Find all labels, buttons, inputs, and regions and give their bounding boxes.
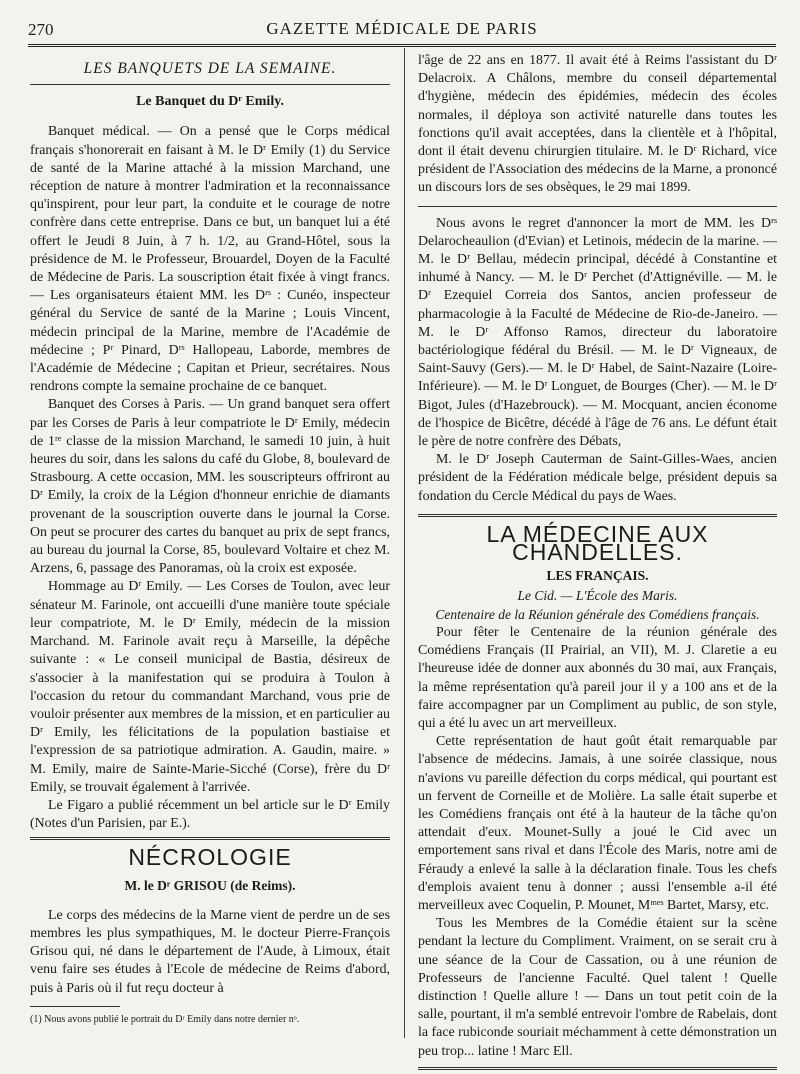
cauterman-paragraph: M. le Dʳ Joseph Cauterman de Saint-Gilles-Waes, ancien président de la Fédération médicale belge, président depuis sa fondation du Cercle Médical du pays de Waes.: [418, 452, 777, 504]
francais-paragraph-2: Cette représentation de haut goût était remarquable par l'absence de médecins. Jamais, à une soirée classique, nous n'avions vu pareille défection du corps médical, qui pourtant est un fervent de Corneille et de Molière. La salle était superbe et les Comédiens français ont été à la hauteur de la tâche qu'on attendait d'eux. Mounet-Sully a joué le Cid avec un emportement sans rival et dans l'École des Maris, notre ami de Féraudy a enlevé la salle à la déclaration finale. Tous les chefs d'emplois avaient tenu à donner ; aussi l'ensemble a-il été merveilleux avec Coquelin, P. Mounet, Mᵐᵉˢ Bartet, Marsy, etc.: [418, 734, 777, 913]
francais-subtitle-1: Le Cid. — L'École des Maris.: [517, 588, 678, 604]
paragraph-banquet-medical: Banquet médical. — On a pensé que le Corps médical français s'honorerait en faisant à M. le Dʳ Emily (1) du Service de santé de la Marine attaché à la mission Marchand, une réception de nature à montrer l'admiration et la reconnaissance qu'inspirent, pour leur part, la conduite et le courage de notre confrère dans cette entreprise. Dans ce but, un banquet lui a été offert le Jeudi 8 Juin, à 7 h. 1/2, au Grand-Hôtel, sous la présidence de M. le Professeur, Brouardel, Doyen de la Faculté de Médecine de Paris. La souscription était fixée à vingt francs. — Les organisateurs étaient MM. les Dʳˢ : Cunéo, inspecteur général du Service de santé de la Marine ; Louis Vincent, médecin principal de la Marine, membre de l'Académie de médecine ; Pʳ Pinard, Dʳˢ Hallopeau, Laborde, membres de l'Académie de Médecine ; Capitan et Prieur, secrétaires. Nous rendrons compte la semaine prochaine de ce banquet.: [30, 124, 390, 395]
chandelles-title: LA MÉDECINE AUX CHANDELLES.: [486, 520, 709, 566]
necrology-subtitle: M. le Dʳ GRISOU (de Reims).: [124, 877, 296, 893]
chandelles-rule: [418, 514, 777, 517]
necrology-paragraph: Le corps des médecins de la Marne vient de perdre un de ses membres les plus sympathiques, M. le docteur Pierre-François Grisou qui, né dans le département de l'Aude, à Limoux, était venu faire ses études à l'Ecole de médecine de Reims d'abord, puis à Paris où il fut reçu docteur à: [30, 907, 390, 996]
paragraph-banquet-corses: Banquet des Corses à Paris. — Un grand banquet sera offert par les Corses de Paris à leur compatriote le Dʳ Emily, médecin de 1ʳᵉ classe de la mission Marchand, le samedi 10 juin, à huit heures du soir, dans les salons du café du Globe, 8, boulevard de Strasbourg. A cette occasion, MM. les souscripteurs offriront au Dʳ Emily, la croix de la Légion d'honneur enrichie de diamants provenant de la souscription ouverte dans le journal la Corse. On peut se procurer des cartes du banquet au prix de sept francs, au bureau du journal la Corse, 85, boulevard Voltaire et chez M. Arzens, 6, passage des Panoramas, où la croix est exposée.: [30, 397, 390, 577]
section-title: LES BANQUETS DE LA SEMAINE.: [83, 60, 337, 77]
francais-paragraph-3: Tous les Membres de la Comédie étaient sur la scène pendant la lecture du Compliment. Vraiment, on se serait cru à une séance de la Cour de Cassation, ou à une réunion de Professeurs de l'ancienne Faculté. Quel talent ! Quelle distinction ! Quelle allure ! — Dans un tout petit coin de la salle, pourtant, il m'a semblé entrevoir l'ombre de Rabelais, dont la face rubiconde souriait méchamment à cette démonstration un peu trop... latine ! Marc Ell.: [418, 916, 777, 1059]
paragraph-hommage: Hommage au Dʳ Emily. — Les Corses de Toulon, avec leur sénateur M. Farinole, ont accueilli d'une manière toute spéciale leur compatriote, M. le Dʳ Emily, médecin de la mission Marchand. M. Farinole avait reçu à Marseille, la dépêche suivante : « Le conseil municipal de Bastia, désireux de s'associer à la manifestation qui se produira à Toulon à l'occasion du retour du commandant Marchand, vous prie de vouloir présenter aux membres de la mission, et en particulier au Dʳ Emily, les félicitations de la population bastiaise et l'expression de sa patriotique admiration. A. Gaudin, maire. » M. Emily, maire de Sainte-Marie-Sicché (Corse), frère du Dʳ Emily, se trouvait également à l'arrivée.: [30, 579, 390, 795]
deaths-rule: [418, 206, 777, 207]
header-rule: [28, 44, 776, 47]
francais-paragraph-1: Pour fêter le Centenaire de la réunion générale des Comédiens Français (II Prairial, an VII), M. J. Claretie a eu l'heureuse idée de donner aux abonnés du 30 mai, aux Français, la même représentation qu'à pareil jour il y a 100 ans et de la faire accompagner par un Compliment au public, de son style, qui a été lu avec un art merveilleux.: [418, 624, 777, 731]
footnote-rule: [30, 1006, 120, 1007]
deaths-paragraph: Nous avons le regret d'annoncer la mort de MM. les Dʳˢ Delarocheaulion (d'Evian) et Letinois, médecin de la marine. —M. le Dʳ Bellau, médecin principal, décédé à Constantine et inhumé à Nancy. — M. le Dʳ Perchet (d'Attignéville. — M. le Dʳ Ezequiel Correia dos Santos, ancien professeur de pharmacologie à la Faculté de Médecine de Rio-de-Janeiro. — M. le Dʳ Affonso Ramos, directeur du laboratoire bactériologique fédéral du Brésil. — M. le Dʳ Vigneaux, de Saint-Sauvy (Gers).— M. le Dʳ Habel, de Saint-Nazaire (Loire-Inférieure). — M. le Dʳ Longuet, de Bourges (Cher). — M. le Dʳ Bigot, Jules (d'Hazebrouck). — M. Mocquant, ancien économe de l'hospice de Bicêtre, décédé à l'âge de 76 ans. Le défunt était le père de notre confrère des Débats,: [418, 215, 777, 450]
end-rule: [418, 1067, 777, 1070]
necrology-title: NÉCROLOGIE: [128, 844, 292, 871]
necrology-rule: [30, 837, 390, 840]
necrology-continued: l'âge de 22 ans en 1877. Il avait été à Reims l'assistant du Dʳ Delacroix. A Châlons, membre du conseil départemental d'hygiène, médecin des épidémies, médecin des écoles normales, il déploya son activité naturelle dans toutes les fonctions qu'il avait acceptées, dans la clientèle et à l'hôpital, dont il était devenu chirurgien titulaire. M. le Dʳ Richard, vice président de l'Association des médecins de la Marne, a prononcé un discours lors de ses obsèques, le 29 mai 1899.: [418, 53, 777, 196]
paragraph-figaro: Le Figaro a publié récemment un bel article sur le Dʳ Emily (Notes d'un Parisien, par E.).: [30, 797, 390, 832]
page-header: [28, 14, 776, 46]
footnote: (1) Nous avons publié le portrait du Dʳ Emily dans notre dernier nᵒ.: [30, 1013, 300, 1025]
francais-title: LES FRANÇAIS.: [546, 568, 649, 584]
francais-subtitle-2: Centenaire de la Réunion générale des Comédiens français.: [435, 606, 760, 622]
left-column: [30, 52, 390, 1026]
running-title: GAZETTE MÉDICALE DE PARIS: [266, 19, 538, 38]
section-rule: [30, 84, 390, 85]
column-divider: [404, 48, 405, 1038]
right-column: [418, 52, 777, 1074]
article-title: Le Banquet du Dʳ Emily.: [136, 94, 284, 110]
page-number: 270: [28, 20, 54, 39]
